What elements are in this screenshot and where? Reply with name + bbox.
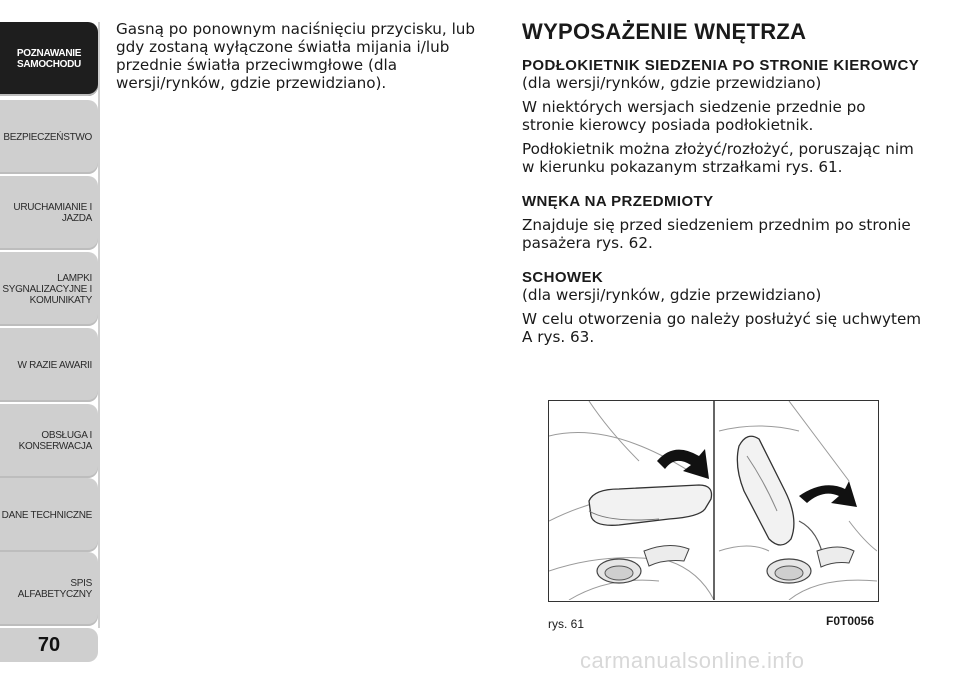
tab-spis-alfabetyczny[interactable]: SPIS ALFABETYCZNY (0, 552, 98, 626)
tab-bezpieczenstwo[interactable]: BEZPIECZEŃSTWO (0, 100, 98, 174)
armrest-illustration (549, 401, 877, 600)
note-podlokietnik: (dla wersji/rynków, gdzie przewidziano) (522, 74, 822, 92)
paragraph-wneka: Znajduje się przed siedzeniem przednim po stronie pasażera rys. 62. (522, 216, 911, 252)
armrest-figure (548, 400, 879, 602)
watermark-text: carmanualsonline.info (580, 648, 805, 673)
paragraph-podlokietnik-2: Podłokietnik można złożyć/rozłożyć, poruszając nim w kierunku pokazanym strzałkami rys. 61. (522, 140, 914, 176)
figure-caption: rys. 61 (548, 617, 585, 631)
section-title: WYPOSAŻENIE WNĘTRZA (522, 19, 807, 44)
left-paragraph: Gasną po ponownym naciśnięciu przycisku, lub gdy zostaną wyłączone światła mijania i/lub przednie światła przeciwmgłowe (dla wersji/rynków, gdzie przewidziano). (116, 20, 476, 92)
page-number: 70 (0, 628, 98, 662)
tab-dane-techniczne[interactable]: DANE TECHNICZNE (0, 478, 98, 552)
heading-wneka: WNĘKA NA PRZEDMIOTY (522, 193, 714, 210)
tab-uruchamianie-i-jazda[interactable]: URUCHAMIANIE I JAZDA (0, 176, 98, 250)
heading-podlokietnik: PODŁOKIETNIK SIEDZENIA PO STRONIE KIEROWCY (522, 57, 920, 74)
note-schowek: (dla wersji/rynków, gdzie przewidziano) (522, 286, 822, 304)
paragraph-schowek: W celu otworzenia go należy posłużyć się uchwytem A rys. 63. (522, 310, 922, 346)
tab-obsluga-i-konserwacja[interactable]: OBSŁUGA I KONSERWACJA (0, 404, 98, 478)
sidebar-divider (98, 22, 100, 628)
tab-w-razie-awarii[interactable]: W RAZIE AWARII (0, 328, 98, 402)
heading-schowek: SCHOWEK (522, 269, 604, 286)
tab-poznawanie-samochodu[interactable]: POZNAWANIE SAMOCHODU (0, 22, 98, 96)
tab-lampki-sygnalizacyjne[interactable]: LAMPKI SYGNALIZACYJNE I KOMUNIKATY (0, 252, 98, 326)
paragraph-podlokietnik-1: W niektórych wersjach siedzenie przednie po stronie kierowcy posiada podłokietnik. (522, 98, 866, 134)
left-column (116, 20, 486, 98)
figure-code: F0T0056 (826, 614, 875, 628)
right-column (522, 20, 922, 352)
